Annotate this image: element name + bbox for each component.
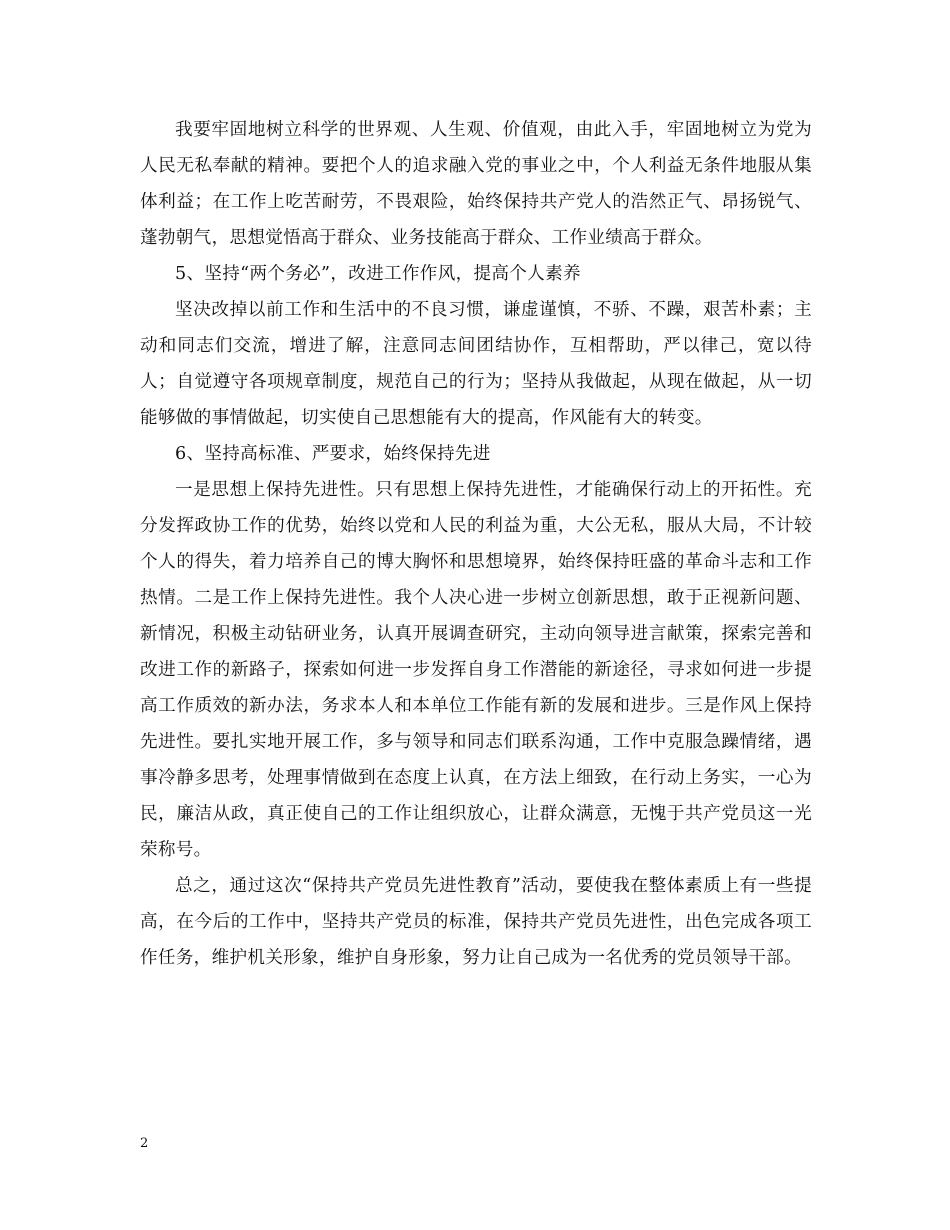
section-heading-5: 5、坚持“两个务必”，改进工作作风，提高个人素养: [175, 264, 581, 284]
document-body: [140, 112, 812, 976]
paragraph-worldview: 我要牢固地树立科学的世界观、人生观、价值观，由此入手，牢固地树立为党为人民无私奉献的精神。要把个人的追求融入党的事业之中，个人利益无条件地服从集体利益；在工作上吃苦耐劳，不畏艰险，始终保持共产党人的浩然正气、昂扬锐气、蓬勃朝气，思想觉悟高于群众、业务技能高于群众、工作业绩高于群众。: [140, 120, 812, 248]
section-heading-6: 6、坚持高标准、严要求，始终保持先进: [175, 444, 491, 464]
paragraph-advanced-nature: 一是思想上保持先进性。只有思想上保持先进性，才能确保行动上的开拓性。充分发挥政协工作的优势，始终以党和人民的利益为重，大公无私，服从大局，不计较个人的得失，着力培养自己的博大胸怀和思想境界，始终保持旺盛的革命斗志和工作热情。二是工作上保持先进性。我个人决心进一步树立创新思想，敢于正视新问题、新情况，积极主动钻研业务，认真开展调查研究，主动向领导进言献策，探索完善和改进工作的新路子，探索如何进一步发挥自身工作潜能的新途径，寻求如何进一步提高工作质效的新办法，务求本人和本单位工作能有新的发展和进步。三是作风上保持先进性。要扎实地开展工作，多与领导和同志们联系沟通，工作中克服急躁情绪，遇事冷静多思考，处理事情做到在态度上认真，在方法上细致，在行动上务实，一心为民，廉洁从政，真正使自己的工作让组织放心，让群众满意，无愧于共产党员这一光荣称号。: [140, 480, 812, 860]
paragraph-work-style: 坚决改掉以前工作和生活中的不良习惯，谦虚谨慎，不骄、不躁，艰苦朴素；主动和同志们交流，增进了解，注意同志间团结协作，互相帮助，严以律己，宽以待人；自觉遵守各项规章制度，规范自己的行为；坚持从我做起，从现在做起，从一切能够做的事情做起，切实使自己思想能有大的提高，作风能有大的转变。: [140, 300, 812, 428]
page-number: 2: [140, 1136, 149, 1151]
paragraph-conclusion: 总之，通过这次“保持共产党员先进性教育”活动，要使我在整体素质上有一些提高，在今后的工作中，坚持共产党员的标准，保持共产党员先进性，出色完成各项工作任务，维护机关形象，维护自身形象，努力让自己成为一名优秀的党员领导干部。: [140, 876, 812, 968]
